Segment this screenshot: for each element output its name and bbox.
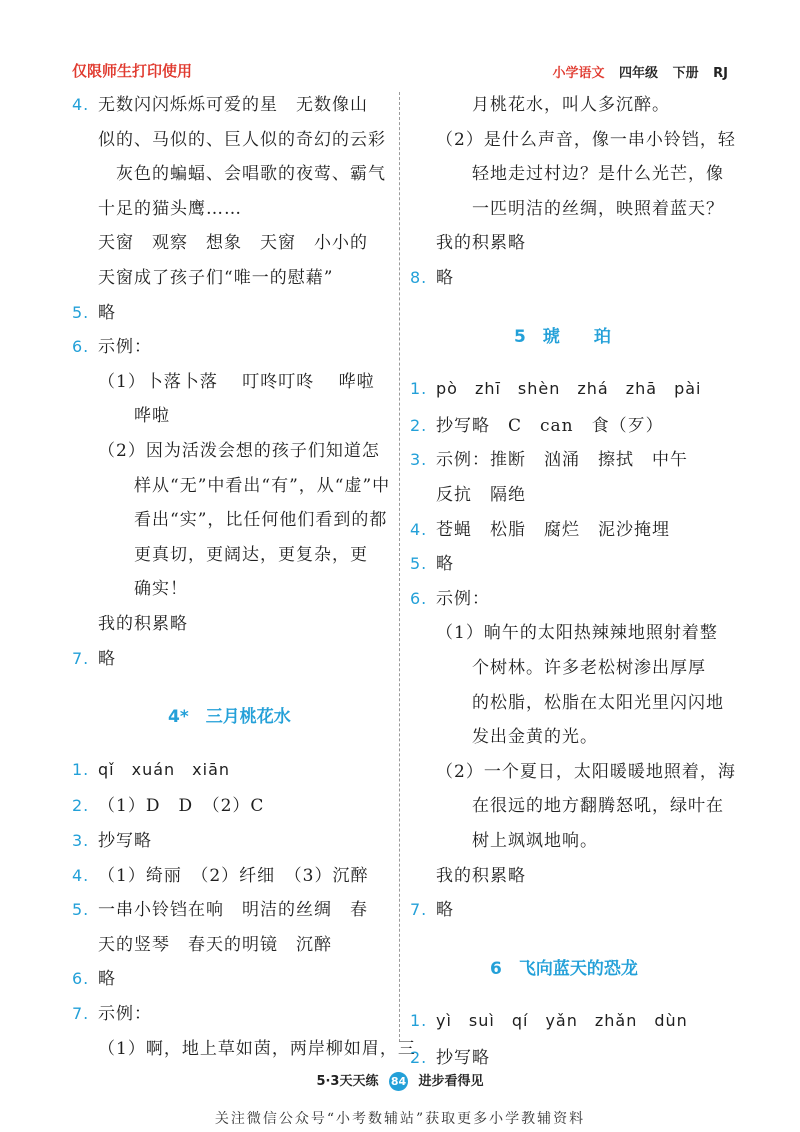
section-title: 4* 三月桃花水	[168, 707, 291, 728]
item-number: 6.	[72, 969, 90, 989]
answer-text: 反抗 隔绝	[436, 485, 526, 505]
item-number: 5.	[72, 302, 90, 322]
header-edition: RJ	[713, 66, 728, 81]
answer-text: 一匹明洁的丝绸，映照着蓝天？	[436, 198, 724, 219]
answer-text: yì suì qí yǎn zhǎn dùn	[436, 1011, 688, 1031]
answer-line	[410, 90, 670, 115]
answer-text: 略	[98, 302, 116, 323]
answer-line	[410, 480, 526, 505]
item-number: 5.	[72, 900, 90, 920]
header-book-info	[543, 62, 729, 81]
item-number: 4.	[72, 95, 90, 114]
item-number: 1.	[72, 759, 90, 779]
answer-text: 在很远的地方翻腾怒吼，绿叶在	[436, 796, 724, 817]
answer-line	[72, 609, 188, 634]
answer-line	[410, 1008, 688, 1031]
answer-line	[410, 895, 454, 920]
answer-text: 示例：	[436, 588, 490, 609]
answer-text: 苍蝇 松脂 腐烂 泥沙掩埋	[436, 519, 670, 540]
answer-line	[72, 194, 242, 219]
answer-line	[410, 584, 490, 609]
answer-text: 个树林。许多老松树渗出厚厚	[436, 658, 706, 678]
answer-line	[72, 791, 264, 816]
section-title: 6 飞向蓝天的恐龙	[490, 958, 638, 979]
answer-line	[410, 722, 598, 747]
answer-text: 略	[436, 900, 454, 921]
answer-text: （1）绮丽 （2）纤细 （3）沉醉	[98, 865, 369, 886]
answer-text: 样从“无”中看出“有”，从“虚”中	[98, 475, 391, 496]
footer-slogan: 进步看得见	[418, 1074, 484, 1089]
item-number: 6.	[72, 337, 90, 357]
answer-text: pò zhī shèn zhá zhā pài	[436, 379, 702, 399]
answer-text: 灰色的蝙蝠、会唱歌的夜莺、霸气	[98, 164, 386, 185]
answer-text: （2）因为活泼会想的孩子们知道怎	[98, 441, 380, 461]
answer-line	[72, 367, 375, 392]
header-volume: 下册	[672, 66, 699, 81]
answer-line	[410, 653, 706, 678]
answer-text: 确实！	[98, 579, 188, 600]
answer-text: 无数闪闪烁烁可爱的星 无数像山	[98, 95, 368, 115]
answer-line	[72, 574, 188, 599]
page-number: 84	[389, 1072, 408, 1091]
item-number: 4.	[410, 519, 428, 539]
answer-line	[72, 1034, 416, 1059]
answer-text: 我的积累略	[436, 865, 526, 886]
answer-text: 看出“实”，比任何他们看到的都	[98, 510, 388, 531]
answer-line	[72, 895, 368, 920]
answer-line	[72, 436, 380, 461]
item-number: 5.	[410, 554, 428, 574]
answer-line	[410, 376, 702, 399]
answer-line	[72, 757, 230, 780]
answer-text: （2）是什么声音，像一串小铃铛，轻	[436, 129, 736, 150]
answer-line	[72, 999, 152, 1024]
answer-text: （1）卜落卜落 叮咚叮咚 哗啦	[98, 371, 375, 392]
answer-text: （2）一个夏日，太阳暖暖地照着，海	[436, 761, 736, 782]
answer-text: 轻地走过村边？是什么光芒，像	[436, 164, 724, 185]
answer-line	[410, 826, 598, 851]
answer-line	[72, 90, 368, 115]
answer-text: （1）啊，地上草如茵，两岸柳如眉，三	[98, 1038, 416, 1059]
footer	[0, 1070, 800, 1091]
answer-text: （1）D D （2）C	[98, 796, 265, 817]
item-number: 4.	[72, 865, 90, 885]
answer-line	[72, 332, 152, 357]
answer-line	[410, 194, 724, 219]
answer-line	[72, 505, 387, 530]
answer-text: 略	[436, 554, 454, 575]
item-number: 7.	[72, 648, 90, 668]
item-number: 2.	[410, 415, 428, 435]
answer-text: 抄写略	[98, 831, 152, 851]
footer-notice: 关注微信公众号“小考数辅站”获取更多小学教辅资料	[214, 1111, 586, 1127]
answer-text: 天窗 观察 想象 天窗 小小的	[98, 233, 368, 254]
answer-line	[410, 411, 664, 436]
answer-text: 哗啦	[98, 406, 170, 427]
answer-text: 抄写略	[436, 1048, 490, 1068]
header-notice: 仅限师生打印使用	[72, 62, 193, 80]
answer-text: 略	[98, 648, 116, 669]
answer-text: 抄写略 C can 食（歹）	[436, 415, 664, 436]
answer-line	[72, 861, 368, 886]
item-number: 1.	[410, 379, 428, 399]
answer-text: 略	[436, 268, 454, 288]
answer-text: 一串小铃铛在响 明洁的丝绸 春	[98, 900, 368, 921]
answer-line	[72, 159, 386, 184]
answer-text: 似的、马似的、巨人似的奇幻的云彩	[98, 129, 386, 150]
answer-line	[72, 401, 170, 426]
answer-text: 示例：推断 汹涌 擦拭 中午	[436, 450, 688, 471]
column-divider	[399, 92, 400, 1042]
answer-text: 发出金黄的光。	[436, 727, 598, 748]
answer-line	[72, 930, 332, 955]
answer-line	[410, 757, 736, 782]
answer-text: 示例：	[98, 337, 152, 358]
answer-line	[72, 964, 116, 989]
answer-text: （1）晌午的太阳热辣辣地照射着整	[436, 623, 718, 644]
answer-text: 树上飒飒地响。	[436, 831, 598, 851]
answer-text: 的松脂，松脂在太阳光里闪闪地	[436, 692, 724, 713]
answer-line	[410, 618, 718, 643]
answer-line	[72, 228, 368, 253]
answer-text: 天的竖琴 春天的明镜 沉醉	[98, 934, 332, 955]
header-grade: 四年级	[619, 66, 659, 81]
item-number: 6.	[410, 588, 428, 608]
answer-line	[72, 540, 368, 565]
answer-line	[410, 791, 724, 816]
item-number: 2.	[410, 1048, 428, 1067]
answer-line	[72, 298, 116, 323]
answer-text: 月桃花水，叫人多沉醉。	[436, 95, 670, 115]
item-number: 1.	[410, 1011, 428, 1031]
item-number: 8.	[410, 268, 428, 287]
answer-line	[72, 644, 116, 669]
answer-line	[410, 1043, 490, 1068]
footer-brand: 5·3天天练	[316, 1074, 379, 1089]
header-subject: 小学语文	[552, 66, 605, 81]
answer-text: 天窗成了孩子们“唯一的慰藉”	[98, 268, 334, 288]
answer-line	[410, 688, 724, 713]
answer-line	[72, 471, 390, 496]
item-number: 3.	[72, 831, 90, 850]
answer-line	[410, 159, 724, 184]
answer-line	[410, 549, 454, 574]
answer-line	[72, 125, 386, 150]
answer-line	[72, 826, 152, 851]
answer-line	[72, 263, 333, 288]
answer-text: 示例：	[98, 1004, 152, 1024]
item-number: 7.	[72, 1004, 90, 1023]
answer-line	[410, 445, 688, 470]
section-title: 5 琥 珀	[514, 326, 611, 347]
answer-line	[410, 228, 526, 253]
answer-text: 我的积累略	[98, 614, 188, 634]
answer-text: 十足的猫头鹰……	[98, 198, 242, 219]
answer-text: 更真切，更阔达，更复杂，更	[98, 544, 368, 565]
answer-line	[410, 515, 670, 540]
answer-text: 略	[98, 969, 116, 990]
answer-text: 我的积累略	[436, 233, 526, 254]
answer-text: qǐ xuán xiān	[98, 759, 231, 779]
item-number: 7.	[410, 900, 428, 920]
answer-line	[410, 263, 454, 288]
answer-line	[410, 125, 736, 150]
answer-line	[410, 861, 526, 886]
item-number: 2.	[72, 796, 90, 816]
item-number: 3.	[410, 450, 428, 470]
